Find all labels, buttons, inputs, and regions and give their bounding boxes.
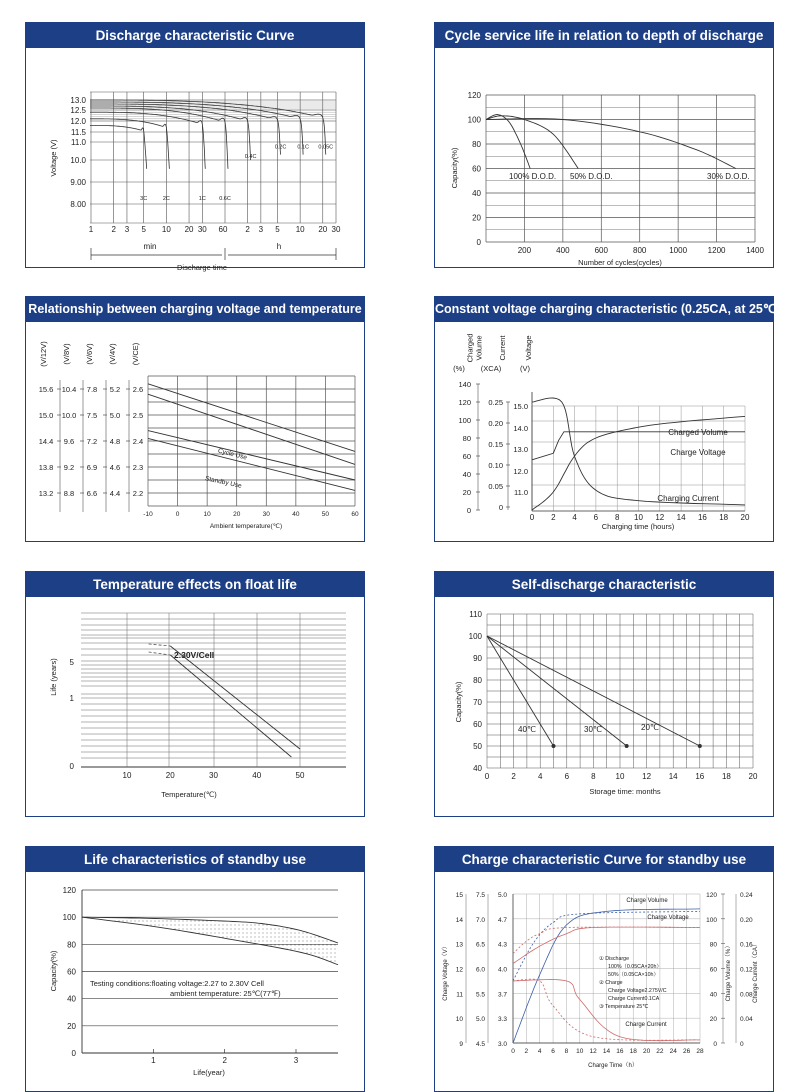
x-axis-label: Charge Time（h） <box>588 1063 638 1069</box>
x-tick-label: 6 <box>593 513 599 522</box>
legend-text: ② Charge <box>599 980 623 986</box>
y-tick-label: 20 <box>472 213 481 223</box>
legend-text: ① Discharge <box>599 956 630 962</box>
x-tick-label: 20 <box>642 1048 651 1055</box>
x-tick-label: 2 <box>111 225 116 234</box>
float-life-chart <box>26 597 364 816</box>
y-tick-label: 20 <box>462 488 471 497</box>
x-axis-label: Discharge time <box>176 263 228 272</box>
y-tick-label: 9.2 <box>63 463 75 472</box>
standby-life-chart <box>26 872 364 1091</box>
legend-text: Charge Current0.1CA <box>608 996 660 1002</box>
x-tick-label: 10 <box>295 225 305 234</box>
axis-unit: (%) <box>453 364 465 373</box>
x-tick-label: 12 <box>589 1048 597 1055</box>
x-axis-label: Ambient temperature(℃) <box>209 523 283 530</box>
y-tick-label: 80 <box>67 940 76 950</box>
y-tick-label: 7.5 <box>475 892 485 899</box>
x-tick-label: 8 <box>591 772 596 781</box>
discharge-curve-chart <box>26 48 364 272</box>
x-tick-label: 20 <box>318 225 328 234</box>
y-tick-label: 7.2 <box>86 437 98 446</box>
x-tick-label: 30 <box>209 771 218 780</box>
panel-standby-life <box>25 846 365 1092</box>
y-tick-label: 4.8 <box>109 437 121 446</box>
y-tick-label: 13.0 <box>513 445 528 454</box>
series-label: 40℃ <box>518 725 536 734</box>
y-axis-label: Charge Current（CA） <box>753 941 759 1003</box>
series-standby-use-lower <box>148 438 355 490</box>
y-axis-label: Capacity(%) <box>49 950 58 992</box>
x-tick-label: 6 <box>551 1048 555 1055</box>
x-tick-label: 1400 <box>746 246 764 255</box>
axis-header: (V/CE) <box>131 342 140 366</box>
y-tick-label: 15.0 <box>513 402 528 411</box>
y-tick-label: 12.5 <box>70 106 86 115</box>
y-tick-label: 15.6 <box>38 385 54 394</box>
x-tick-label: 800 <box>633 246 647 255</box>
series-label: 0.6C <box>219 196 231 202</box>
y-tick-label: 100 <box>62 913 76 923</box>
y-tick-label: 11.5 <box>71 128 86 137</box>
x-tick-label: 10 <box>203 511 211 518</box>
x-tick-label: 10 <box>615 772 625 781</box>
y-tick-label: 0.15 <box>488 440 503 449</box>
chart-title: Constant voltage charging characteristic (0.25CA, at 25℃) <box>435 297 773 322</box>
x-tick-label: 10 <box>576 1048 584 1055</box>
y-tick-label: 5.0 <box>497 892 507 899</box>
y-tick-label: 10.4 <box>61 385 77 394</box>
y-tick-label: 60 <box>462 452 471 461</box>
x-tick-label: -10 <box>143 511 153 518</box>
x-tick-label: 0 <box>511 1048 515 1055</box>
y-tick-label: 100 <box>458 416 471 425</box>
x-tick-label: 20 <box>165 771 175 780</box>
y-tick-label: 0 <box>713 1041 717 1048</box>
y-tick-label: 12.0 <box>513 467 528 476</box>
y-tick-label: 7.0 <box>475 916 485 924</box>
y-tick-label: 5.0 <box>109 411 121 420</box>
y-tick-label: 100 <box>467 115 481 125</box>
x-tick-label: 20 <box>748 772 758 781</box>
y-tick-label: 6.0 <box>475 966 485 974</box>
series-upper <box>170 646 300 749</box>
x-tick-label: 10 <box>122 771 132 780</box>
panel-voltage-temperature <box>25 296 365 542</box>
chart-title: Relationship between charging voltage and temperature <box>26 297 364 322</box>
y-tick-label: 4.5 <box>475 1041 485 1048</box>
x-tick-label: 0 <box>484 772 490 781</box>
x-tick-label: 1 <box>151 1056 156 1065</box>
x-tick-label: 1000 <box>669 246 688 255</box>
legend-text: Charge Voltage2.275V/C <box>608 988 667 994</box>
y-tick-label: 80 <box>462 434 471 443</box>
series-label: 0.4C <box>244 154 257 160</box>
x-tick-label: 50 <box>321 511 330 518</box>
panel-float-life <box>25 571 365 817</box>
series-label: 3C <box>140 196 148 202</box>
data-point <box>552 744 556 748</box>
x-tick-label: 26 <box>683 1048 691 1055</box>
x-tick-label: 2 <box>245 225 250 234</box>
x-tick-label: 22 <box>656 1048 664 1055</box>
axis-unit: (V) <box>520 364 530 373</box>
y-axis-label: Charge Voltage（V） <box>443 943 449 1001</box>
y-tick-label: 20 <box>67 1021 76 1031</box>
y-tick-label: 0 <box>476 238 481 247</box>
x-tick-label: 10 <box>634 513 643 522</box>
chart-title: Discharge characteristic Curve <box>26 23 364 48</box>
axis-header: Voltage <box>524 335 533 361</box>
x-tick-label: 20 <box>184 225 194 234</box>
y-tick-label: 5 <box>69 658 74 667</box>
y-tick-label: 40 <box>709 991 717 999</box>
x-tick-label: 28 <box>696 1048 704 1055</box>
legend-text: ③ Temperature 25℃ <box>599 1004 649 1010</box>
y-tick-label: 60 <box>473 720 482 729</box>
x-tick-label: 40 <box>292 511 300 518</box>
legend-text: 100%（0.05CA×20h） <box>608 964 662 970</box>
x-tick-label: 14 <box>602 1048 611 1055</box>
y-tick-label: 3.7 <box>497 991 507 999</box>
cycle-life-chart <box>435 48 773 267</box>
x-tick-label: 200 <box>517 246 532 255</box>
chart-title: Self-discharge characteristic <box>435 572 773 597</box>
legend-text: 50%（0.05CA×10h） <box>608 972 659 978</box>
x-tick-label: 18 <box>719 513 729 522</box>
y-tick-label: 0.05 <box>488 482 503 491</box>
x-axis-label: Charging time (hours) <box>601 522 675 531</box>
y-tick-label: 40 <box>472 189 481 198</box>
y-tick-label: 3.0 <box>497 1041 507 1048</box>
y-tick-label: 13 <box>455 941 463 949</box>
x-tick-label: 10 <box>161 225 171 234</box>
panel-constant-voltage <box>434 296 782 542</box>
x-tick-label: 4 <box>572 513 577 522</box>
x-tick-label: 16 <box>616 1048 624 1055</box>
y-tick-label: 40 <box>462 470 471 479</box>
y-tick-label: 0 <box>466 506 471 515</box>
y-tick-label: 9 <box>459 1041 463 1048</box>
x-tick-label: 600 <box>594 246 608 255</box>
y-tick-label: 90 <box>473 654 482 663</box>
y-tick-label: 12 <box>455 966 463 974</box>
y-tick-label: 11.0 <box>71 138 86 147</box>
y-tick-label: 15.0 <box>38 411 54 420</box>
y-tick-label: 4.4 <box>109 489 121 498</box>
chart-title: Life characteristics of standby use <box>26 847 364 872</box>
series-label: 0.2C <box>274 144 287 151</box>
x-tick-label: 60 <box>218 225 228 234</box>
y-tick-label: 120 <box>706 892 717 899</box>
axis-header: Current <box>498 335 507 361</box>
y-tick-label: 13.8 <box>38 463 54 472</box>
y-tick-label: 10.0 <box>61 411 77 420</box>
constant-voltage-chart <box>435 322 773 541</box>
y-tick-label: 6.5 <box>475 941 485 949</box>
y-tick-label: 0 <box>498 503 503 512</box>
panel-discharge-curve <box>25 22 365 272</box>
x-tick-label: 20 <box>740 513 750 522</box>
x-tick-label: 14 <box>668 772 678 781</box>
x-tick-label: 3 <box>124 225 130 234</box>
x-tick-label: 16 <box>697 513 707 522</box>
y-tick-label: 100 <box>706 916 717 924</box>
x-tick-label: 6 <box>564 772 570 781</box>
series-100-d-o-d <box>486 115 530 169</box>
y-axis-label: Capacity(%) <box>450 147 459 189</box>
y-tick-label: 14.4 <box>38 437 54 446</box>
unit-label: h <box>276 242 282 251</box>
curve-label: Charge Volume <box>626 898 668 904</box>
y-tick-label: 120 <box>458 398 471 407</box>
y-tick-label: 5.5 <box>475 991 485 999</box>
y-tick-label: 0.04 <box>740 1016 753 1024</box>
axis-header: Volume <box>474 335 484 361</box>
y-tick-label: 2.4 <box>132 437 144 446</box>
y-tick-label: 2.6 <box>132 385 144 394</box>
y-tick-label: 3.3 <box>497 1016 507 1024</box>
x-tick-label: 12 <box>642 772 652 781</box>
shaded-band <box>82 917 338 965</box>
y-axis-label: Capacity(%) <box>454 681 463 723</box>
chart-title: Cycle service life in relation to depth of discharge <box>435 23 773 48</box>
y-tick-label: 9.6 <box>63 437 75 446</box>
y-tick-label: 14 <box>455 916 463 924</box>
y-tick-label: 0.24 <box>740 892 753 899</box>
y-tick-label: 80 <box>709 941 717 949</box>
series-lower-dashed <box>149 652 171 655</box>
x-tick-label: 0 <box>175 511 180 518</box>
panel-self-discharge <box>434 571 774 817</box>
y-tick-label: 2.3 <box>132 463 144 472</box>
axis-header: (V/12V) <box>39 341 48 367</box>
x-axis-label: Life(year) <box>193 1068 225 1077</box>
y-tick-label: 2.2 <box>132 489 144 498</box>
unit-label: min <box>143 242 157 251</box>
x-axis-label: Temperature(℃) <box>161 790 217 799</box>
y-tick-label: 140 <box>458 380 471 389</box>
x-tick-label: 400 <box>556 246 570 255</box>
x-tick-label: 12 <box>655 513 665 522</box>
x-tick-label: 18 <box>629 1048 637 1055</box>
y-tick-label: 70 <box>473 698 482 707</box>
y-tick-label: 0.12 <box>740 966 753 974</box>
x-tick-label: 30 <box>331 225 341 234</box>
x-tick-label: 16 <box>695 772 705 781</box>
y-tick-label: 0 <box>71 1049 76 1058</box>
y-tick-label: 15 <box>455 892 463 899</box>
series-label: Charged Volume <box>668 428 728 437</box>
x-tick-label: 60 <box>351 511 359 518</box>
x-tick-label: 20 <box>233 511 241 518</box>
y-tick-label: 5.2 <box>109 385 121 394</box>
panel-cycle-life <box>434 22 774 268</box>
x-tick-label: 3 <box>258 225 264 234</box>
panel-standby-charge <box>434 846 774 1092</box>
series-upper-dashed <box>149 644 171 646</box>
series-1c <box>90 112 205 169</box>
series-30-d-o-d <box>486 119 736 169</box>
data-point <box>698 744 702 748</box>
y-tick-label: 7.5 <box>86 411 98 420</box>
chart-title: Charge characteristic Curve for standby use <box>435 847 773 872</box>
series-label: Charge Voltage <box>670 448 726 457</box>
series-0-6c <box>90 108 228 169</box>
y-tick-label: 13.0 <box>70 96 86 105</box>
y-tick-label: 10 <box>455 1016 463 1024</box>
series-label: 20℃ <box>641 723 659 732</box>
self-discharge-chart <box>435 597 773 816</box>
standby-charge-chart <box>435 872 773 1091</box>
x-tick-label: 2 <box>551 513 556 522</box>
y-tick-label: 7.8 <box>86 385 98 394</box>
y-tick-label: 14.0 <box>513 424 528 433</box>
y-tick-label: 12.0 <box>70 117 86 126</box>
x-tick-label: 5 <box>141 225 146 234</box>
x-tick-label: 8 <box>564 1048 569 1055</box>
y-axis-label: Charge Volume（%） <box>726 942 732 1002</box>
y-tick-label: 4.6 <box>109 463 121 472</box>
y-tick-label: 5.0 <box>475 1016 485 1024</box>
y-tick-label: 4.7 <box>497 916 507 924</box>
series-label: 0.05C <box>318 144 334 151</box>
x-tick-label: 24 <box>669 1048 677 1055</box>
x-tick-label: 30 <box>197 225 207 234</box>
x-tick-label: 4 <box>537 1048 542 1055</box>
x-tick-label: 8 <box>614 513 620 522</box>
y-tick-label: 40 <box>67 994 76 1004</box>
axis-header: Charged <box>465 333 475 363</box>
series-standby-use-upper <box>148 431 355 480</box>
series-0-2c <box>90 104 281 155</box>
x-tick-label: 1 <box>88 225 94 234</box>
x-tick-label: 2 <box>524 1048 529 1055</box>
y-tick-label: 20 <box>709 1016 717 1024</box>
y-tick-label: 6.9 <box>86 463 98 472</box>
series-label: Standby Use <box>204 475 243 490</box>
y-tick-label: 1 <box>69 694 74 703</box>
y-tick-label: 60 <box>709 966 717 974</box>
y-tick-label: 4.3 <box>497 941 507 949</box>
y-tick-label: 0.08 <box>740 991 753 999</box>
annotation-label: 2.30V/Cell <box>174 650 215 660</box>
series-label: 2C <box>162 196 170 202</box>
y-tick-label: 0.20 <box>488 419 503 428</box>
y-axis-label: Voltage (V) <box>49 139 58 177</box>
series-label: 1C <box>198 196 206 202</box>
x-tick-label: 18 <box>721 772 731 781</box>
y-tick-label: 2.5 <box>132 411 144 420</box>
curve-label: Charge Current <box>625 1022 667 1028</box>
series-2c <box>90 119 169 169</box>
series-label: 100% D.O.D. <box>509 172 557 181</box>
curve-label: Charge Voltage <box>647 915 689 921</box>
x-tick-label: 40 <box>252 771 262 780</box>
x-tick-label: 2 <box>511 772 516 781</box>
y-tick-label: 0.20 <box>740 916 753 924</box>
axis-header: (V/4V) <box>108 343 117 365</box>
y-tick-label: 4.0 <box>497 966 507 974</box>
voltage-temperature-chart <box>26 322 364 541</box>
x-tick-label: 4 <box>537 772 543 781</box>
axis-unit: (XCA) <box>480 364 502 373</box>
note-text: Testing conditions:floating voltage:2.27 to 2.30V Cell <box>90 979 264 988</box>
x-tick-label: 1200 <box>707 246 726 255</box>
y-tick-label: 60 <box>67 967 76 977</box>
series-label: Charging Current <box>657 494 719 503</box>
x-tick-label: 2 <box>222 1056 227 1065</box>
y-tick-label: 100 <box>468 632 482 641</box>
y-tick-label: 13.2 <box>38 489 54 498</box>
x-tick-label: 50 <box>295 771 305 780</box>
axis-header: (V/6V) <box>85 343 94 365</box>
series-label: 0.1C <box>297 144 309 151</box>
x-tick-label: 0 <box>529 513 535 522</box>
x-tick-label: 14 <box>676 513 686 522</box>
y-tick-label: 6.6 <box>86 489 98 498</box>
axis-header: (V/8V) <box>62 343 71 365</box>
x-axis-label: Number of cycles(cycles) <box>578 258 662 267</box>
y-tick-label: 0 <box>740 1041 744 1048</box>
series-50-d-o-d <box>486 116 578 169</box>
series-lower <box>170 655 291 757</box>
y-tick-label: 10.0 <box>70 156 86 165</box>
y-tick-label: 0.10 <box>488 461 503 470</box>
y-tick-label: 8.00 <box>70 200 86 209</box>
x-axis-label: Storage time: months <box>589 787 661 796</box>
y-tick-label: 120 <box>467 91 481 100</box>
y-tick-label: 120 <box>62 886 76 895</box>
y-tick-label: 80 <box>472 140 481 149</box>
y-tick-label: 11.0 <box>513 488 528 497</box>
x-tick-label: 5 <box>275 225 280 234</box>
series-label: 30% D.O.D. <box>707 172 750 181</box>
y-tick-label: 0.16 <box>740 941 753 949</box>
y-tick-label: 50 <box>473 742 482 751</box>
y-axis-label: Life (years) <box>49 658 58 696</box>
y-tick-label: 110 <box>469 610 482 619</box>
y-tick-label: 0 <box>69 762 74 771</box>
y-tick-label: 80 <box>473 676 482 685</box>
x-tick-label: 30 <box>262 511 270 518</box>
data-point <box>625 744 629 748</box>
y-tick-label: 11 <box>456 991 463 999</box>
note-text: ambient temperature: 25℃(77℉) <box>170 989 281 998</box>
y-tick-label: 9.00 <box>70 178 86 187</box>
chart-title: Temperature effects on float life <box>26 572 364 597</box>
series-label: 30℃ <box>584 725 602 734</box>
y-tick-label: 40 <box>473 764 482 773</box>
series-label: 50% D.O.D. <box>570 172 613 181</box>
y-tick-label: 8.8 <box>63 489 75 498</box>
y-tick-label: 0.25 <box>488 398 503 407</box>
series-label: Cycle Use <box>217 447 248 462</box>
x-tick-label: 3 <box>293 1056 299 1065</box>
y-tick-label: 60 <box>472 164 481 174</box>
